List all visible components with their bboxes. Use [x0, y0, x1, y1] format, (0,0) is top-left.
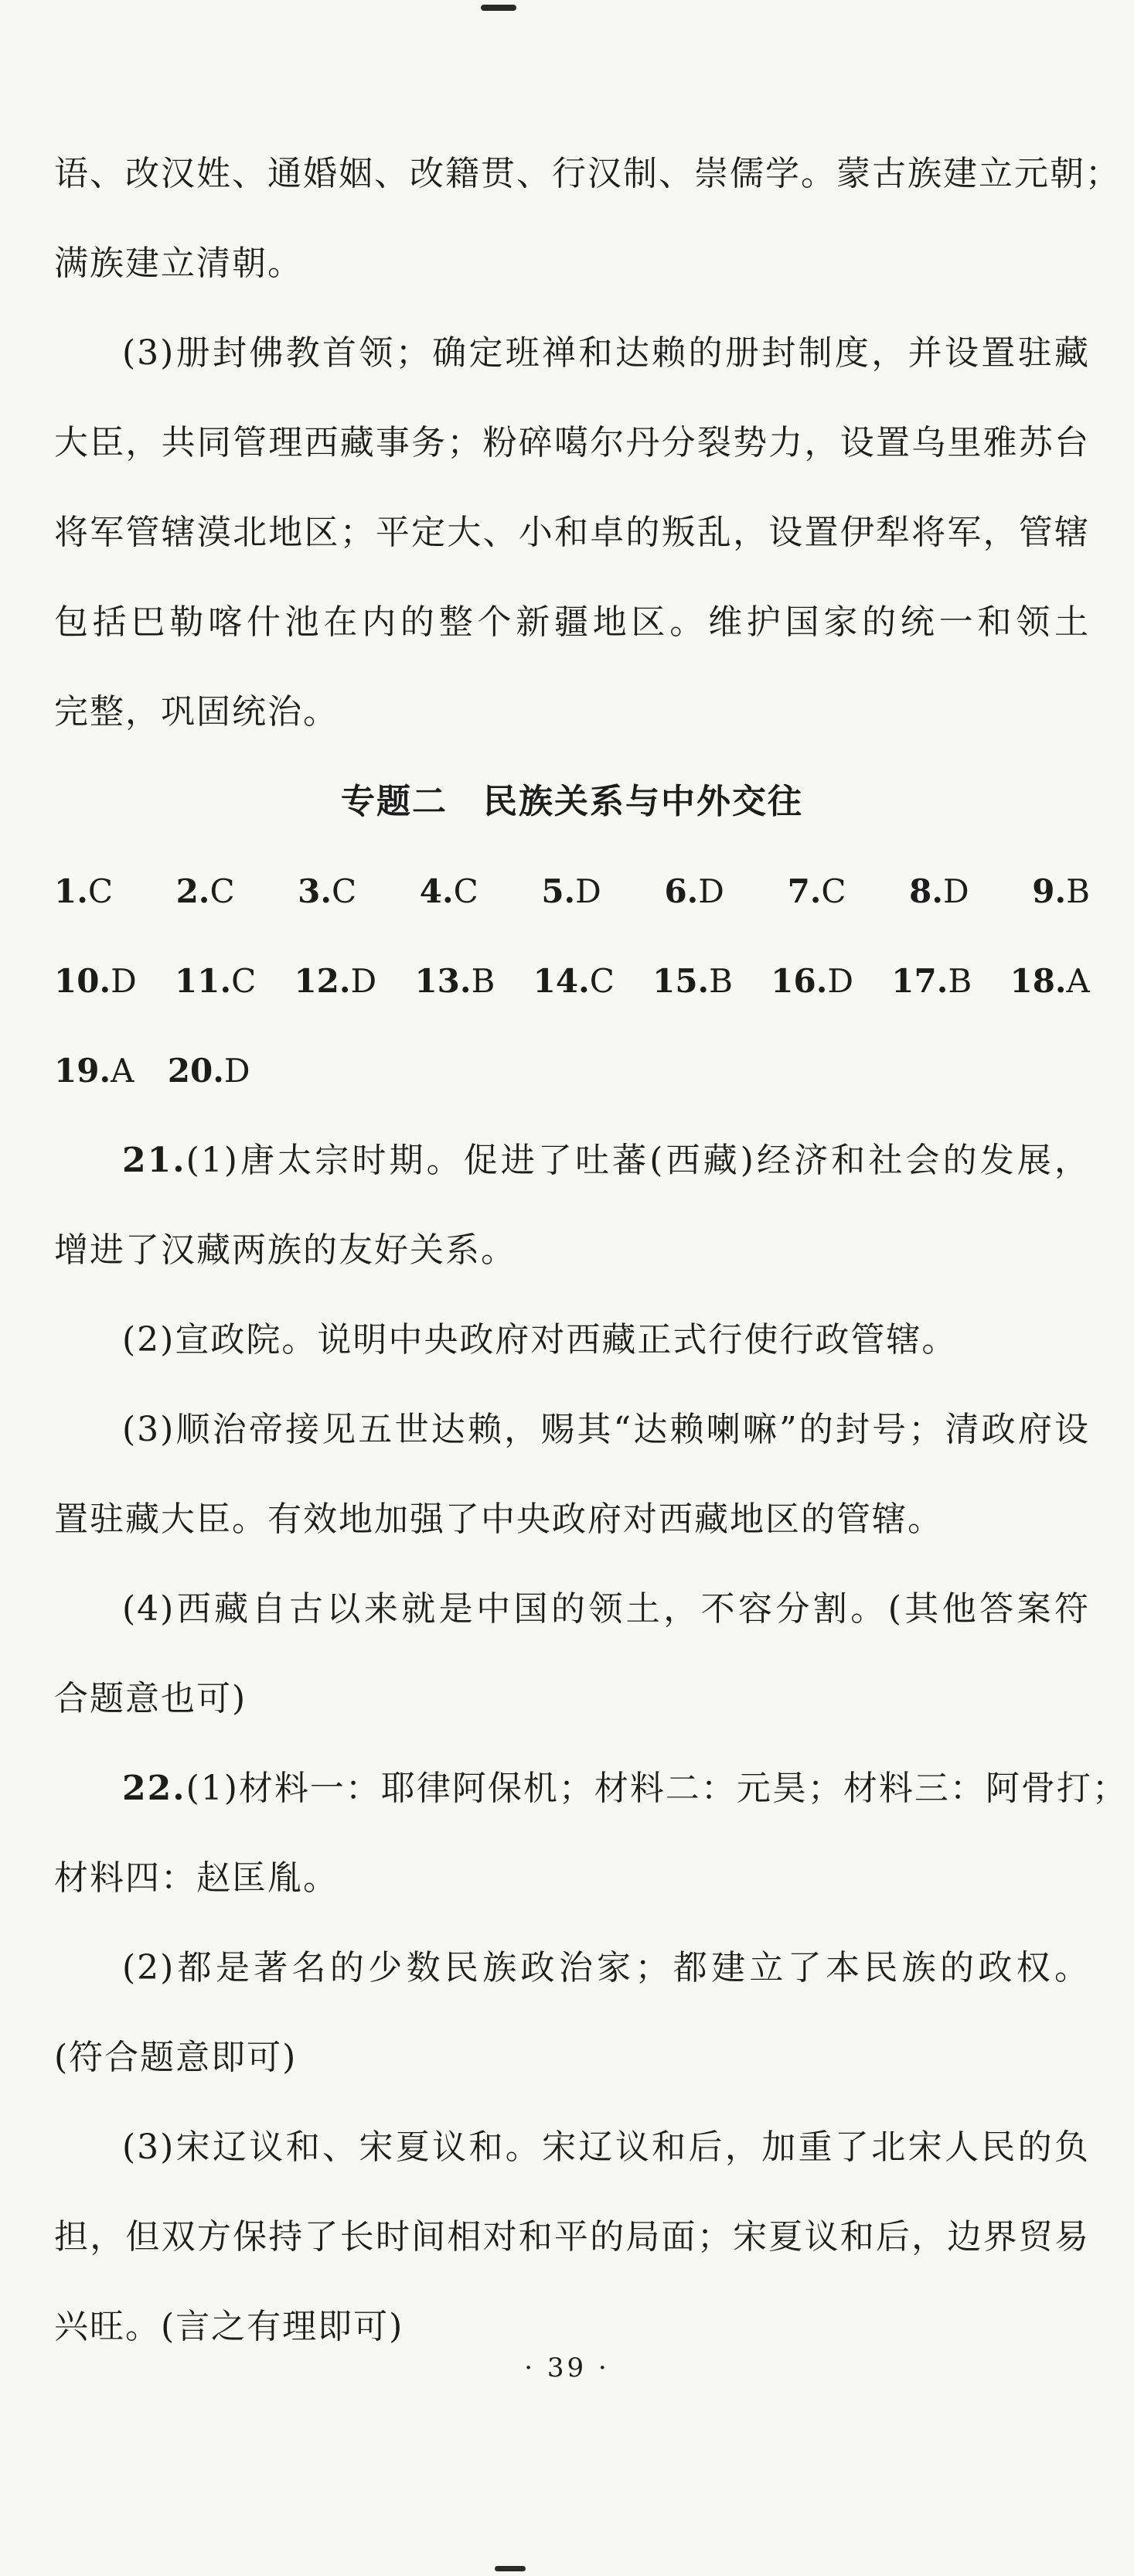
answer-item: 11.C: [175, 962, 257, 1000]
text-line: (3)宋辽议和、宋夏议和。宋辽议和后，加重了北宋人民的负: [122, 2127, 1090, 2167]
answer-page: [54, 151, 1128, 2393]
answer-item: 20.D: [167, 1052, 250, 1090]
text-line: (2)宣政院。说明中央政府对西藏正式行使行政管辖。: [122, 1320, 958, 1360]
text-line: 材料四：赵匡胤。: [54, 1858, 339, 1898]
text-line: 合题意也可): [54, 1679, 247, 1718]
answer-item: 13.B: [414, 962, 495, 1000]
section-title: 专题二 民族关系与中外交往: [341, 782, 803, 821]
answer-item: 6.D: [664, 872, 724, 910]
scan-mark-top: [481, 5, 516, 11]
text-line: 满族建立清朝。: [54, 244, 303, 283]
answer-item: 17.B: [891, 962, 972, 1000]
answer-item: 14.C: [533, 962, 615, 1000]
answer-row-1: [54, 868, 1090, 915]
q21-line: 21.(1)唐太宗时期。促进了吐蕃(西藏)经济和社会的发展，: [122, 1141, 1090, 1180]
answer-item: 10.D: [54, 962, 137, 1000]
page-number: · 39 ·: [524, 2353, 610, 2383]
answer-item: 4.C: [419, 872, 478, 910]
question-number: 21.: [122, 1141, 186, 1180]
answer-item: 19.A: [54, 1052, 135, 1090]
text-line: (4)西藏自古以来就是中国的领土，不容分割。(其他答案符: [122, 1589, 1090, 1629]
text-line: 语、改汉姓、通婚姻、改籍贯、行汉制、崇儒学。蒙古族建立元朝；: [54, 154, 1121, 193]
answer-item: 1.C: [54, 872, 113, 910]
answer-row-3: [54, 1048, 1090, 1094]
text-line: (3)顺治帝接见五世达赖，赐其“达赖喇嘛”的封号；清政府设: [122, 1410, 1090, 1449]
answer-item: 12.D: [294, 962, 377, 1000]
answer-item: 3.C: [298, 872, 357, 910]
answer-item: 9.B: [1032, 872, 1090, 910]
text-line: 兴旺。(言之有理即可): [54, 2307, 404, 2346]
answer-item: 8.D: [909, 872, 969, 910]
text-line: 置驻藏大臣。有效地加强了中央政府对西藏地区的管辖。: [54, 1500, 943, 1539]
text-line: (符合题意即可): [54, 2038, 298, 2077]
answer-row-2: [54, 958, 1090, 1005]
text-line: 包括巴勒喀什池在内的整个新疆地区。维护国家的统一和领土: [54, 602, 1090, 642]
answer-item: 2.C: [175, 872, 235, 910]
answer-item: 7.C: [787, 872, 846, 910]
answer-item: 18.A: [1010, 962, 1090, 1000]
text-line: 增进了汉藏两族的友好关系。: [54, 1230, 516, 1270]
answer-item: 5.D: [541, 872, 601, 910]
text-line: 完整，巩固统治。: [54, 692, 339, 732]
q22-line: 22.(1)材料一：耶律阿保机；材料二：元昊；材料三：阿骨打；: [122, 1769, 1128, 1808]
text-line: 大臣，共同管理西藏事务；粉碎噶尔丹分裂势力，设置乌里雅苏台: [54, 423, 1090, 462]
text-line: 担，但双方保持了长时间相对和平的局面；宋夏议和后，边界贸易: [54, 2217, 1090, 2257]
answer-item: 15.B: [652, 962, 734, 1000]
scan-mark-bottom: [495, 2566, 526, 2571]
answer-item: 16.D: [771, 962, 854, 1000]
question-number: 22.: [122, 1769, 186, 1808]
text-line: (2)都是著名的少数民族政治家；都建立了本民族的政权。: [122, 1948, 1090, 1987]
text-line: (3)册封佛教首领；确定班禅和达赖的册封制度，并设置驻藏: [122, 333, 1090, 373]
text-line: 将军管辖漠北地区；平定大、小和卓的叛乱，设置伊犁将军，管辖: [54, 513, 1090, 552]
